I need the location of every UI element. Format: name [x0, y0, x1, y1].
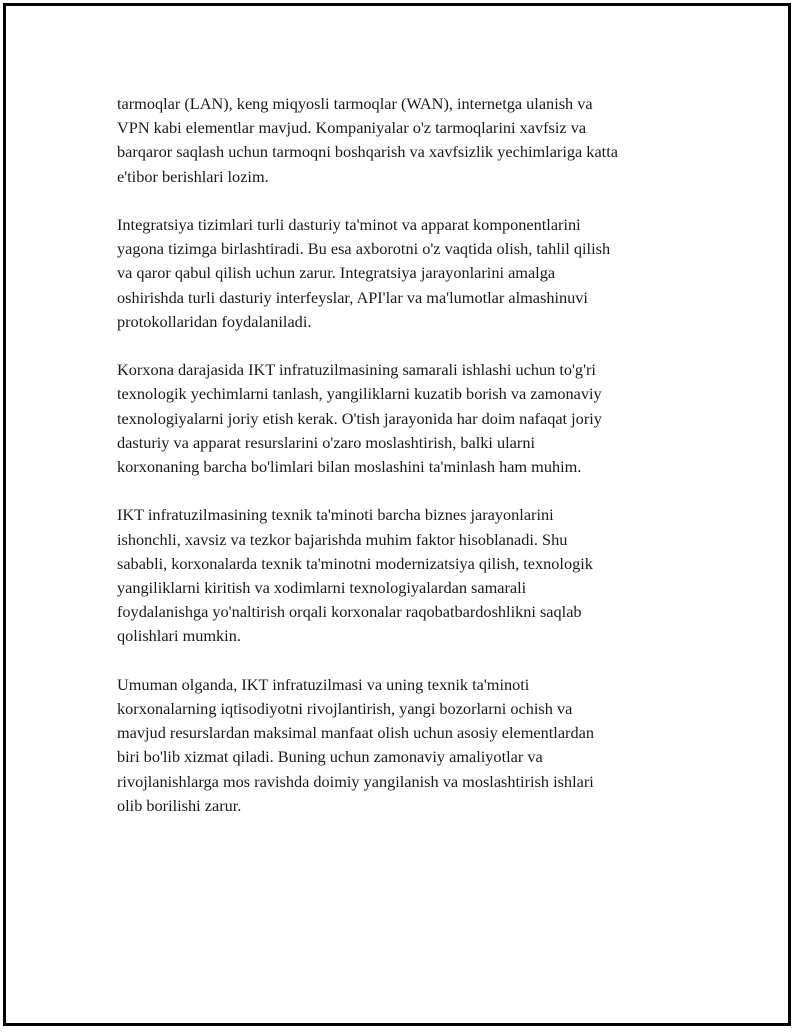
- paragraph-conclusion: Umuman olganda, IKT infratuzilmasi va uning texnik ta'minoti korxonalarning iqtisodiyotni rivojlantirish, yangi bozorlarni ochish va mavjud resurslardan maksimal manfaat olish uchun asosiy elementlardan biri bo'lib xizmat qiladi. Buning uchun zamonaviy amaliyotlar va rivojlanishlarga mos ravishda doimiy yangilanish va moslashtirish ishlari olib borilishi zarur.: [117, 674, 594, 815]
- paragraph-enterprise-ict: Korxona darajasida IKT infratuzilmasining samarali ishlashi uchun to'g'ri texnologik yechimlarni tanlash, yangiliklarni kuzatib borish va zamonaviy texnologiyalarni joriy etish kerak. O'tish jarayonida har doim nafaqat joriy dasturiy va apparat resurslarini o'zaro moslashtirish, balki ularni korxonaning barcha bo'limlari bilan moslashini ta'minlash ham muhim.: [117, 360, 602, 477]
- paragraph-integration-systems: Integratsiya tizimlari turli dasturiy ta'minot va apparat komponentlarini yagona tizimga birlashtiradi. Bu esa axborotni o'z vaqtida olish, tahlil qilish va qaror qabul qilish uchun zarur. Integratsiya jarayonlarini amalga oshirishda turli dasturiy interfeyslar, API'lar va ma'lumotlar almashinuvi protokollaridan foydalaniladi.: [117, 215, 611, 331]
- paragraph-technical-support: IKT infratuzilmasining texnik ta'minoti barcha biznes jarayonlarini ishonchli, xavsiz va tezkor bajarishda muhim faktor hisoblanadi. Shu sababli, korxonalarda texnik ta'minotni modernizatsiya qilish, texnologik yangiliklarni kiritish va xodimlarni texnologiyalardan samarali foydalanishga yo'naltirish orqali korxonalar raqobatbardoshlikni saqlab qolishlari mumkin.: [117, 505, 593, 646]
- paragraph-lan-wan-vpn: tarmoqlar (LAN), keng miqyosli tarmoqlar (WAN), internetga ulanish va VPN kabi elementlar mavjud. Kompaniyalar o'z tarmoqlarini xavfsiz va barqaror saqlash uchun tarmoqni boshqarish va xavfsizlik yechimlariga katta e'tibor berishlari lozim.: [117, 94, 618, 186]
- document-body: [117, 92, 697, 842]
